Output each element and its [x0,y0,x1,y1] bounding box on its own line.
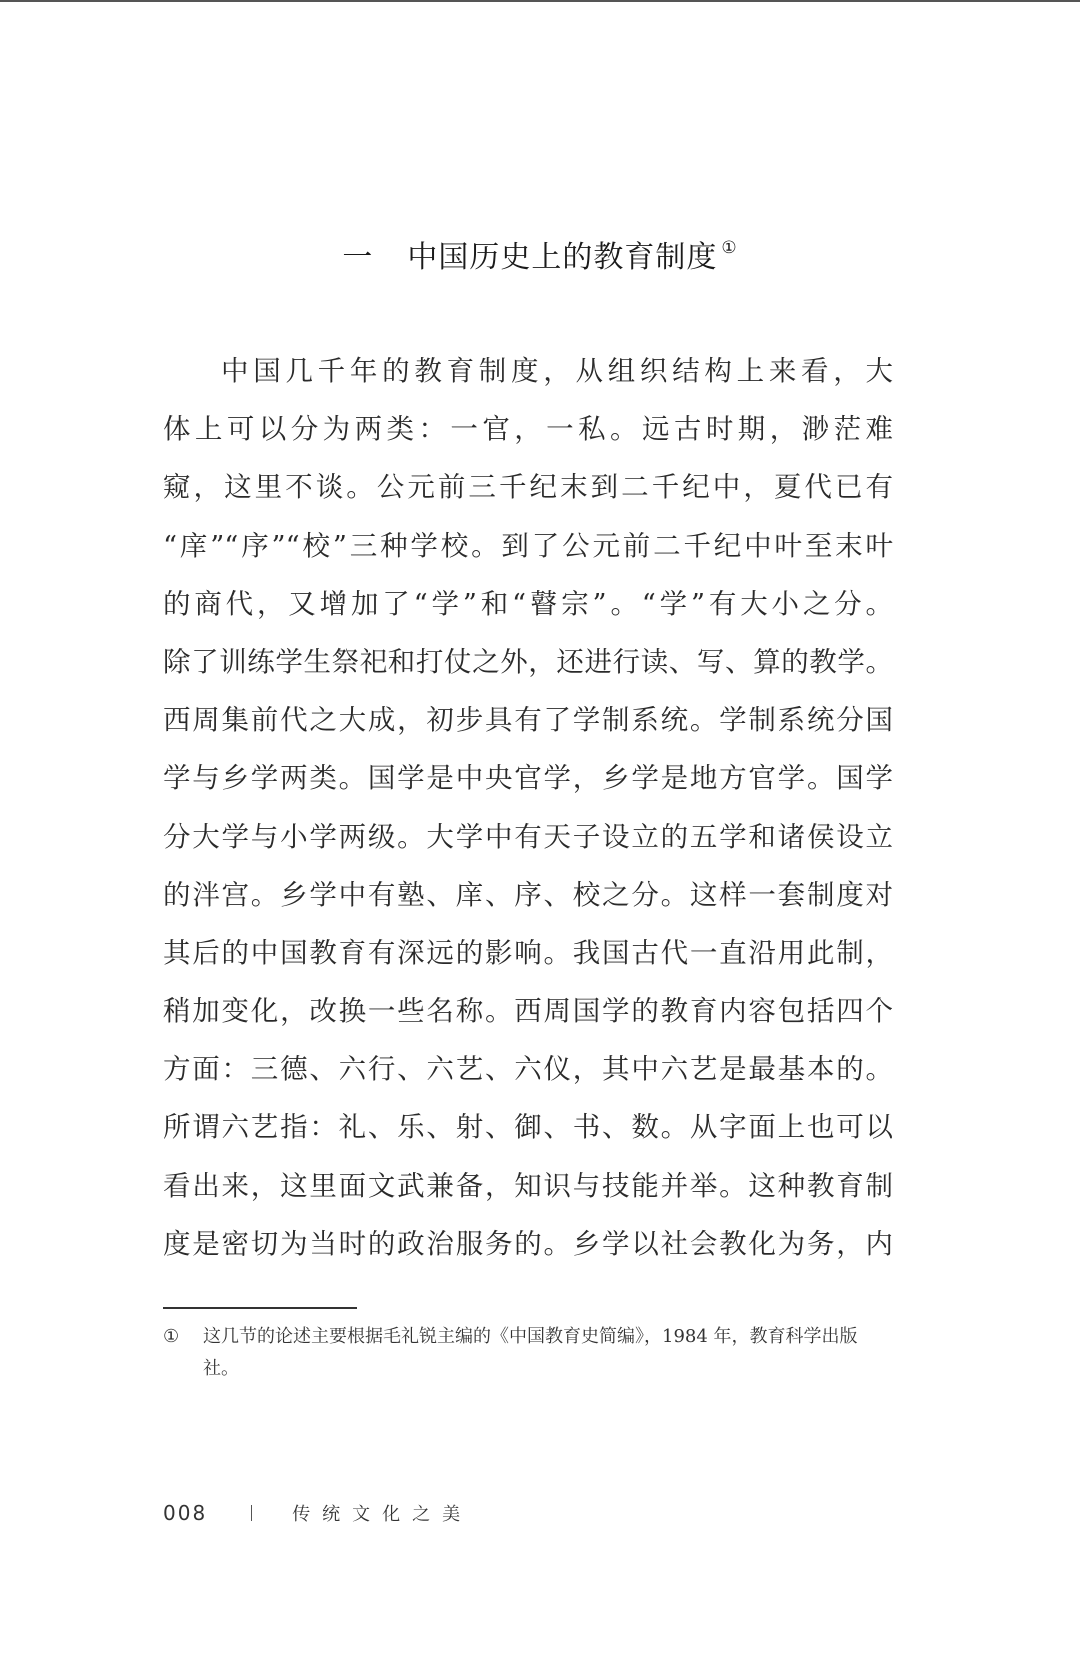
text-line: 学与乡学两类。国学是中央官学，乡学是地方官学。国学 [163,762,893,795]
text-line: 所谓六艺指：礼、乐、射、御、书、数。从字面上也可以 [163,1111,893,1144]
footnote-reference: ① [721,238,738,258]
text-line: 窥，这里不谈。公元前三千纪末到二千纪中，夏代已有 [163,471,893,504]
page-number: 008 [163,1501,208,1525]
text-line: 稍加变化，改换一些名称。西周国学的教育内容包括四个 [163,995,893,1028]
footnote-text: 这几节的论述主要根据毛礼锐主编的《中国教育史简编》，1984 年，教育科学出版社。 [203,1326,858,1379]
footnote-divider [163,1307,357,1309]
text-line: 看出来，这里面文武兼备，知识与技能并举。这种教育制 [163,1169,893,1202]
text-line: 方面：三德、六行、六艺、六仪，其中六艺是最基本的。 [163,1053,893,1086]
text-line: 体上可以分为两类：一官，一私。远古时期，渺茫难 [163,413,893,446]
section-heading [0,232,1080,276]
section-title: 中国历史上的教育制度 [407,240,718,275]
footer-separator [251,1505,252,1521]
top-rule [0,0,1080,2]
text-line: 度是密切为当时的政治服务的。乡学以社会教化为务，内 [163,1227,893,1260]
text-line: 的泮宫。乡学中有塾、庠、序、校之分。这样一套制度对 [163,878,893,911]
section-number: 一 [342,240,374,275]
text-line: 分大学与小学两级。大学中有天子设立的五学和诸侯设立 [163,820,893,853]
text-line: 西周集前代之大成，初步具有了学制系统。学制系统分国 [163,704,893,737]
body-paragraph [163,342,893,1273]
running-title: 传统文化之美 [292,1504,473,1525]
text-line: 除了训练学生祭祀和打仗之外，还进行读、写、算的教学。 [163,645,893,678]
text-line: 中国几千年的教育制度，从组织结构上来看，大 [221,355,893,387]
text-line: “庠”“序”“校”三种学校。到了公元前二千纪中叶至末叶 [163,529,893,562]
text-line: 其后的中国教育有深远的影响。我国古代一直沿用此制， [163,936,893,969]
footnote-marker: ① [163,1326,180,1347]
text-line: 的商代，又增加了“学”和“瞽宗”。“学”有大小之分。 [163,587,893,620]
footnote [163,1321,893,1385]
page-footer [163,1500,472,1526]
